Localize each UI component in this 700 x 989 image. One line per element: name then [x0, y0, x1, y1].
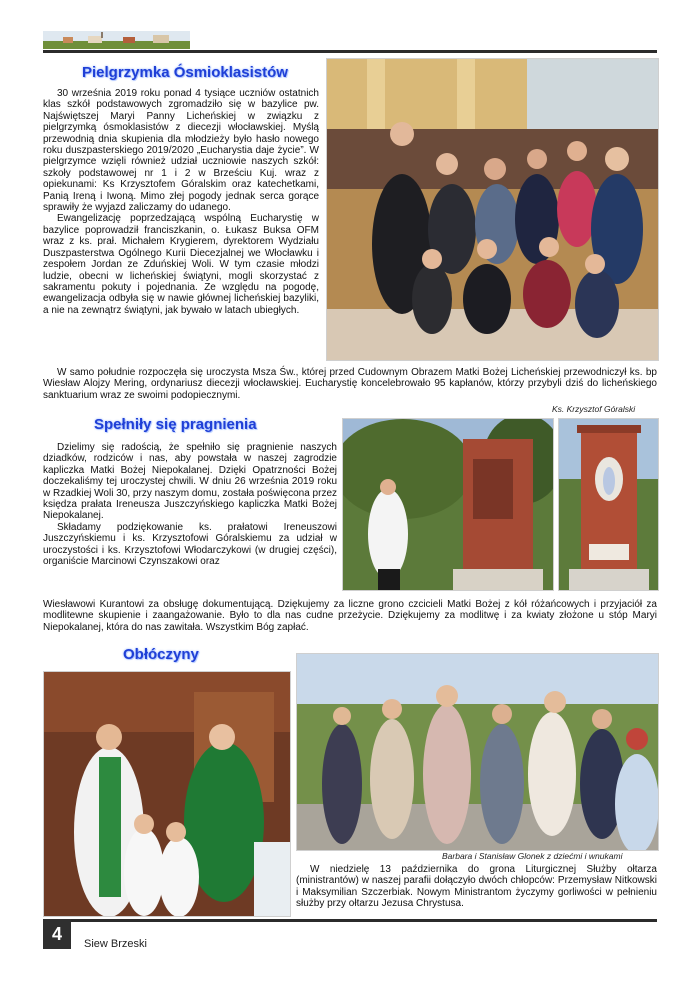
article2-paragraph-3: Wiesławowi Kurantowi za obsługę dokumentującą. Dziękujemy za liczne grono czcicieli Matki Bożej z kół różańcowych i przyjaciół za modlitewne skupienie i zaangażowanie. Było to dla nas cudne przeżycie. Dziękujemy za modlitwę i za kwiaty złożone u stóp Maryi Niepokalanej, która do nas zawitała. Wszystkim Bóg zapłać.: [43, 599, 657, 633]
article2-photo-left: [342, 418, 554, 591]
article2-full-paragraph: [43, 599, 657, 633]
article1-title: Pielgrzymka Ósmioklasistów: [82, 64, 288, 81]
page-number: 4: [43, 919, 71, 949]
article3-photo-caption: Barbara i Stanisław Glonek z dziećmi i wnukami: [442, 851, 623, 861]
article3-title: Obłóczyny: [123, 646, 199, 663]
article2-paragraph-1: Dzielimy się radością, że spełniło się pragnienie naszych dziadków, rodziców i nas, aby powstała w naszej zagrodzie kapliczka Matki Bożej Niepokalanej. Dzięki Opatrzności Bożej doczekaliśmy tej uroczystej chwili. W dniu 26 września 2019 roku w Rzadkiej Woli 30, przy naszym domu, została poświęcona przez księdza prałata Ireneusza Juszczyńskiego kapliczka Matki Bożej Niepokalanej.: [43, 442, 337, 522]
header-logo-image: [43, 31, 190, 49]
header-rule: [43, 50, 657, 53]
article2-paragraph-2: Składamy podziękowanie ks. prałatowi Ireneuszowi Juszczyńskiemu i ks. Krzysztofowi Góralskiemu za udział w uroczystości i ks. Krzysztofowi Włodarczykowi (w drugiej części), organiście Marcinowi Czynszakowi oraz: [43, 521, 337, 568]
article1-signature: Ks. Krzysztof Góralski: [552, 404, 636, 414]
article1-full-paragraph: [43, 367, 657, 401]
publication-title: Siew Brzeski: [84, 938, 147, 950]
article3-paragraph: W niedzielę 13 października do grona Liturgicznej Służby ołtarza (ministrantów) w naszej parafii dołączyło dwóch chłopców: Przemysław Nitkowski i Maksymilian Szczerbiak. Nowym Ministrantom życzymy gorliwości w pełnieniu służby przy ołtarzu Jezusa Chrystusa.: [296, 864, 657, 910]
article1-column-text: [43, 88, 319, 316]
footer-rule: [43, 919, 657, 922]
article2-title: Spełniły się pragnienia: [94, 416, 257, 433]
article3-text: [296, 864, 657, 910]
article3-photo-left: [43, 671, 291, 917]
article2-column-text: [43, 442, 337, 567]
article1-paragraph-2: Ewangelizację poprzedzającą wspólną Eucharystię w bazylice poprowadził franciszkanin, o. Łukasz Buksa OFM wraz z ks. prał. Michałem Krygierem, dyrektorem Wydziału Duszpasterstwa Ogólnego Kurii Diecezjalnej we Włocławku i zespołem Jordan ze Zduńskiej Woli. W tym czasie młodzi ludzie, obecni w licheńskiej świątyni, mogli skorzystać z sakramentu pokuty i pojednania. Ze względu na pogodę, ewangelizacja odbyła się w nawie głównej licheńskiej bazyliki, a nie na zewnątrz świątyni, jak bywało w latach ubiegłych.: [43, 213, 319, 316]
article1-paragraph-1: 30 września 2019 roku ponad 4 tysiące uczniów ostatnich klas szkół podstawowych zgromadziło się w bazylice pw. Najświętszej Maryi Panny Licheńskiej w związku z pielgrzymką ósmoklasistów z diecezji włocławskiej. Myślą przewodnią dnia skupienia dla młodzieży było hasło nowego roku duszpasterskiego 2019/2020 „Eucharystia daje życie”. W pielgrzymce wzięli również udział uczniowie naszych szkół: szkoły podstawowej nr 1 i 2 w Brześciu Kuj. wraz z opiekunami: Ks Krzysztofem Góralskim oraz katechetkami, Panią Ireną i Iwoną. Mimo złej pogody jednak serca gorące sprawiły że wyjazd zaliczamy do udanego.: [43, 88, 319, 214]
article2-photo-right: [558, 418, 659, 591]
article1-photo: [326, 58, 659, 361]
article3-photo-right: [296, 653, 659, 851]
article1-paragraph-3: W samo południe rozpoczęła się uroczysta Msza Św., której przed Cudownym Obrazem Matki Bożej Licheńskiej przewodniczył ks. bp Wiesław Alojzy Mering, ordynariusz diecezji włocławskiej. Eucharystię koncelebrowało 95 kapłanów, którzy przybyli dziś do licheńskiego sanktuarium wraz ze swoimi podopiecznymi.: [43, 367, 657, 401]
